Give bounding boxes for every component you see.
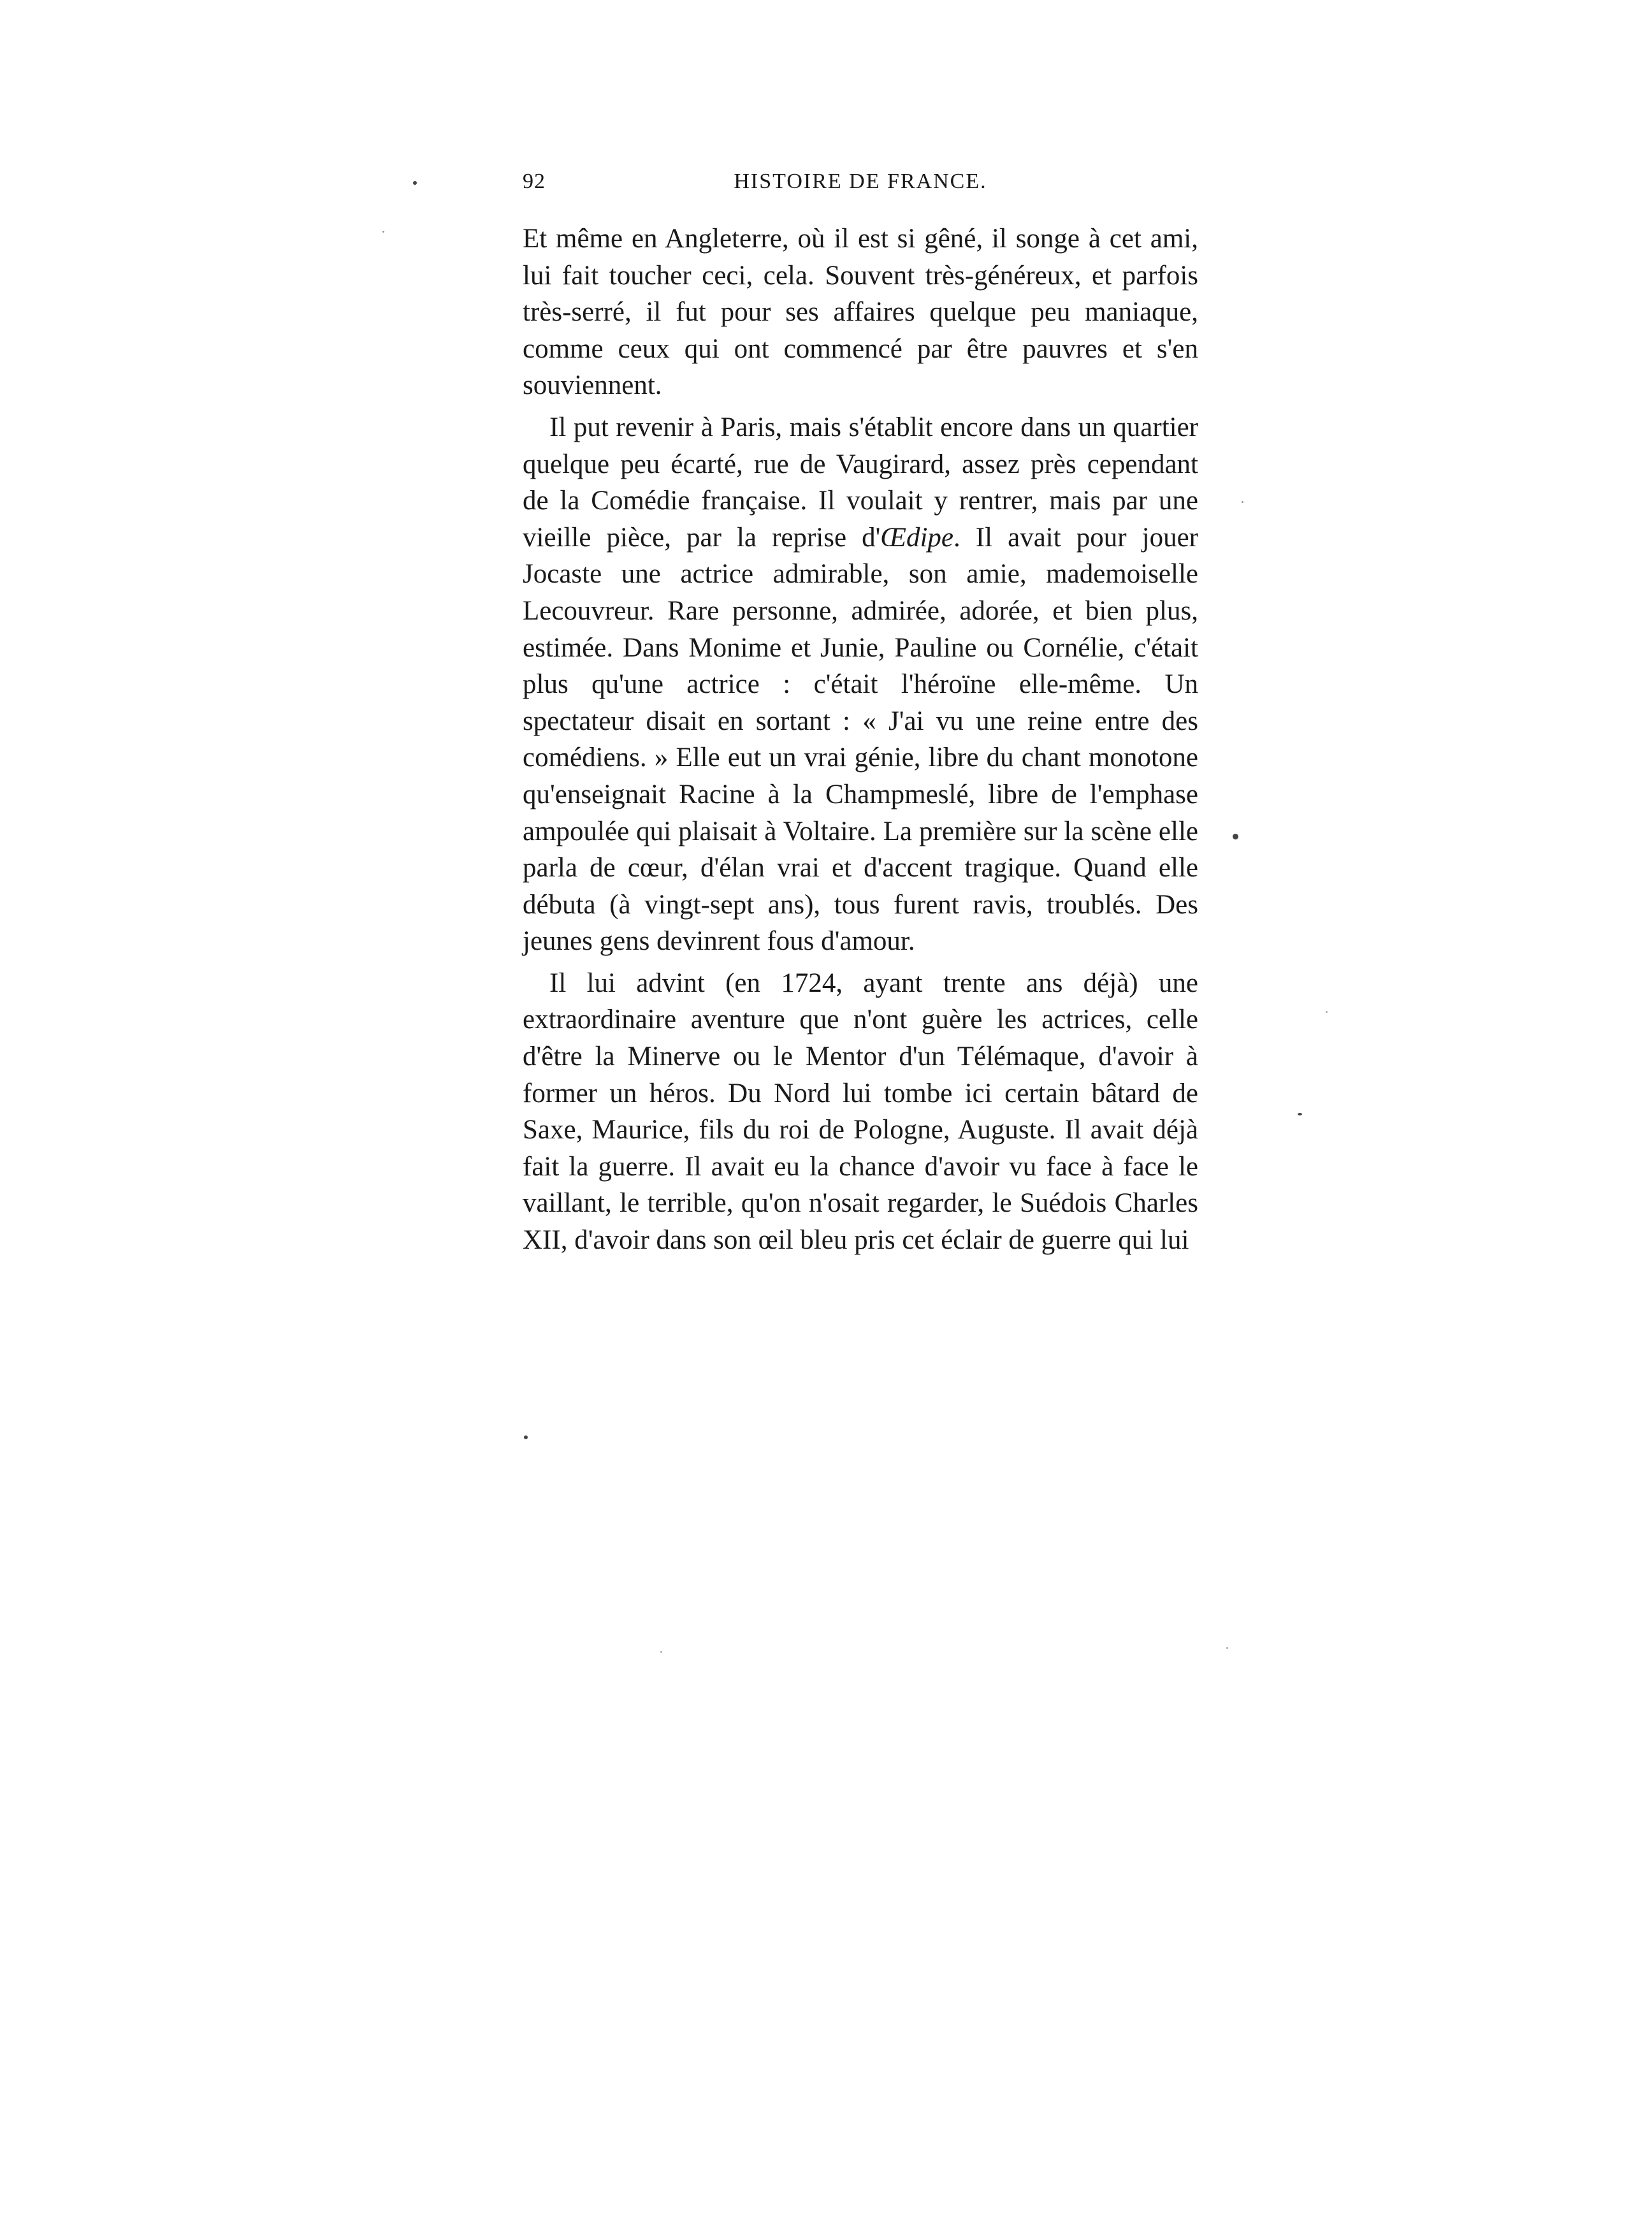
scan-speck <box>413 181 417 185</box>
paragraph-2 <box>523 409 1198 960</box>
paragraph-2-part-2: . Il avait pour jouer Jocaste une actrice admirable, son amie, mademoiselle Lecouvreur. Rare personne, admirée, adorée, et bien plus, estimée. Dans Monime et Junie, Pauline ou Cornélie, c'était plus qu'une actrice : c'était l'héroïne elle-même. Un spectateur disait en sortant : « J'ai vu une reine entre des comédiens. » Elle eut un vrai génie, libre du chant monotone qu'enseignait Racine à la Champmeslé, libre de l'emphase ampoulée qui plaisait à Voltaire. La première sur la scène elle parla de cœur, d'élan vrai et d'accent tragique. Quand elle débuta (à vingt-sept ans), tous furent ravis, troublés. Des jeunes gens devinrent fous d'amour. <box>523 522 1198 957</box>
scan-speck <box>1242 501 1243 503</box>
paragraph-2-part-1: Il put revenir à Paris, mais s'établit encore dans un quartier quelque peu écarté, rue de Vaugirard, assez près cependant de la Comédie française. Il voulait y rentrer, mais par une vieille pièce, par la reprise d' <box>523 412 1198 553</box>
scan-speck <box>382 231 384 233</box>
body-text <box>523 221 1198 1259</box>
scan-speck <box>1233 834 1238 839</box>
paragraph-3: Il lui advint (en 1724, ayant trente ans déjà) une extraordinaire aventure que n'ont guère les actrices, celle d'être la Minerve ou le Mentor d'un Télémaque, d'avoir à former un héros. Du Nord lui tombe ici certain bâtard de Saxe, Maurice, fils du roi de Pologne, Auguste. Il avait déjà fait la guerre. Il avait eu la chance d'avoir vu face à face le vaillant, le terrible, qu'on n'osait regarder, le Suédois Charles XII, d'avoir dans son œil bleu pris cet éclair de guerre qui lui <box>523 968 1198 1256</box>
scan-speck <box>660 1651 662 1653</box>
page-number: 92 <box>523 170 546 193</box>
paragraph-1: Et même en Angleterre, où il est si gêné, il songe à cet ami, lui fait toucher ceci, cela. Souvent très-généreux, et parfois très-serré, il fut pour ses affaires quelque peu maniaque, comme ceux qui ont commencé par être pauvres et s'en souviennent. <box>523 224 1198 401</box>
play-title-oedipe: Œdipe <box>880 522 953 553</box>
running-title: HISTOIRE DE FRANCE. <box>734 170 987 193</box>
scan-speck <box>1226 1647 1228 1649</box>
page-header <box>523 170 1198 208</box>
scan-speck <box>1326 1011 1328 1013</box>
scan-speck <box>524 1435 528 1439</box>
scan-speck <box>1298 1113 1302 1115</box>
